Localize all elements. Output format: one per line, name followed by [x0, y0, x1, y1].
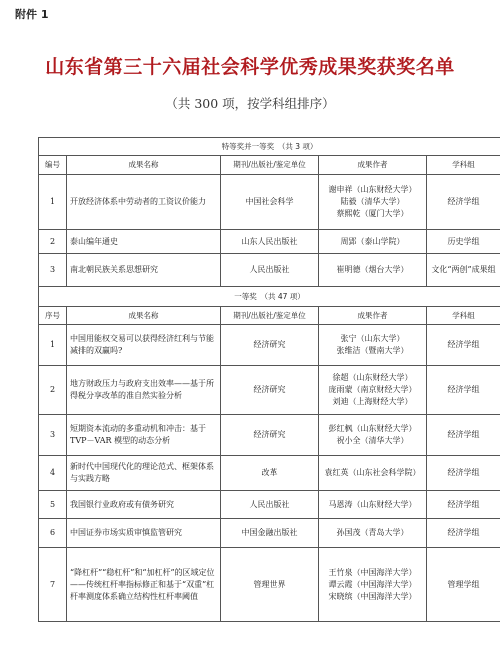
author-name: 袁红英（山东社会科学院）: [324, 468, 421, 477]
table-row: [39, 325, 500, 366]
first-award-title-row: [39, 287, 500, 307]
table-row: [39, 366, 500, 415]
author-name: 孙国茂（青岛大学）: [336, 528, 409, 537]
work-title: 开放经济体系中劳动者的工资议价能力: [67, 175, 221, 230]
authors: [319, 230, 427, 254]
work-title: 中国证券市场实质审慎监管研究: [67, 519, 221, 548]
table-row: [39, 230, 500, 254]
row-number: 3: [39, 254, 67, 287]
table-row: [39, 491, 500, 519]
row-number: 2: [39, 366, 67, 415]
page-subtitle: （共 300 项，按学科组排序）: [165, 96, 335, 111]
publisher: 经济研究: [221, 325, 319, 366]
column-header: 编号: [39, 156, 67, 175]
author-name: 陆毅（清华大学）: [340, 197, 405, 206]
publisher: 改革: [221, 456, 319, 491]
column-header: 序号: [39, 307, 67, 325]
authors: [319, 415, 427, 456]
subject-group: 经济学组: [427, 325, 500, 366]
subject-group: 经济学组: [427, 519, 500, 548]
authors: [319, 175, 427, 230]
author-name: 王竹泉（中国海洋大学）: [328, 567, 417, 577]
table-row: [39, 415, 500, 456]
first-award-title: 一等奖 （共 47 项）: [39, 287, 500, 307]
table-row: [39, 254, 500, 287]
work-title: 地方财政压力与政府支出效率——基于所得税分享改革的准自然实验分析: [67, 366, 221, 415]
subject-group: 历史学组: [427, 230, 500, 254]
column-header: 成果作者: [319, 307, 427, 325]
publisher: 管理世界: [221, 548, 319, 622]
special-award-title: 特等奖并一等奖 （共 3 项）: [39, 138, 500, 156]
authors: [319, 325, 427, 366]
subject-group: 经济学组: [427, 456, 500, 491]
author-name: 崔明德（烟台大学）: [336, 265, 409, 274]
subject-group: 管理学组: [427, 548, 500, 622]
column-header: 学科组: [427, 307, 500, 325]
author-name: 祝小全（清华大学）: [336, 436, 409, 445]
author-name: 彭红枫（山东财经大学）: [328, 424, 417, 433]
row-number: 1: [39, 175, 67, 230]
publisher: 山东人民出版社: [221, 230, 319, 254]
author-name: 张维洁（暨南大学）: [336, 346, 409, 355]
subject-group: 经济学组: [427, 491, 500, 519]
authors: [319, 548, 427, 622]
author-name: 周郢（泰山学院）: [340, 236, 405, 246]
subject-group: 经济学组: [427, 366, 500, 415]
publisher: 人民出版社: [221, 254, 319, 287]
authors: [319, 366, 427, 415]
publisher: 经济研究: [221, 415, 319, 456]
column-header: 期刊/出版社/鉴定单位: [221, 156, 319, 175]
author-name: 蔡熙乾（厦门大学）: [336, 209, 409, 218]
subject-group: 文化“两创”成果组: [427, 254, 500, 287]
author-name: 宋晓缤（中国海洋大学）: [328, 591, 417, 601]
table-row: [39, 519, 500, 548]
table-row: [39, 548, 500, 622]
work-title: 新时代中国现代化的理论范式、框架体系与实践方略: [67, 456, 221, 491]
publisher: 中国社会科学: [221, 175, 319, 230]
special-award-title-row: [39, 138, 500, 156]
work-title: 短期资本流动的多重动机和冲击：基于TVP－VAR 模型的动态分析: [67, 415, 221, 456]
award-table: [38, 137, 500, 622]
attachment-label: 附件 1: [15, 8, 49, 21]
publisher: 中国金融出版社: [221, 519, 319, 548]
author-name: 张宁（山东大学）: [340, 334, 405, 343]
column-header: 学科组: [427, 156, 500, 175]
row-number: 2: [39, 230, 67, 254]
row-number: 7: [39, 548, 67, 622]
row-number: 3: [39, 415, 67, 456]
table-row: [39, 456, 500, 491]
row-number: 4: [39, 456, 67, 491]
column-header: 成果作者: [319, 156, 427, 175]
author-name: 谢申祥（山东财经大学）: [328, 185, 417, 194]
first-award-header-row: [39, 307, 500, 325]
subject-group: 经济学组: [427, 175, 500, 230]
work-title: “降杠杆”“稳杠杆”和“加杠杆”的区域定位——传统杠杆率指标修正和基于“双重”杠杆率测度体系确立结构性杠杆率阈值: [67, 548, 221, 622]
author-name: 刘迪（上海财经大学）: [332, 397, 413, 406]
author-name: 谭云霞（中国海洋大学）: [328, 579, 417, 589]
publisher: 经济研究: [221, 366, 319, 415]
row-number: 6: [39, 519, 67, 548]
page-title: 山东省第三十六届社会科学优秀成果奖获奖名单: [45, 56, 455, 78]
author-name: 马恩涛（山东财经大学）: [328, 499, 417, 509]
subject-group: 经济学组: [427, 415, 500, 456]
special-award-header-row: [39, 156, 500, 175]
work-title: 中国用能权交易可以获得经济红利与节能减排的双赢吗?: [67, 325, 221, 366]
row-number: 5: [39, 491, 67, 519]
publisher: 人民出版社: [221, 491, 319, 519]
table-row: [39, 175, 500, 230]
author-name: 徐超（山东财经大学）: [332, 373, 413, 382]
row-number: 1: [39, 325, 67, 366]
column-header: 成果名称: [67, 156, 221, 175]
authors: [319, 456, 427, 491]
authors: [319, 519, 427, 548]
authors: [319, 254, 427, 287]
work-title: 南北朝民族关系思想研究: [67, 254, 221, 287]
work-title: 泰山编年通史: [67, 230, 221, 254]
author-name: 庞雨蒙（南京财经大学）: [328, 385, 417, 394]
column-header: 期刊/出版社/鉴定单位: [221, 307, 319, 325]
column-header: 成果名称: [67, 307, 221, 325]
authors: [319, 491, 427, 519]
work-title: 我国银行业政府或有债务研究: [67, 491, 221, 519]
